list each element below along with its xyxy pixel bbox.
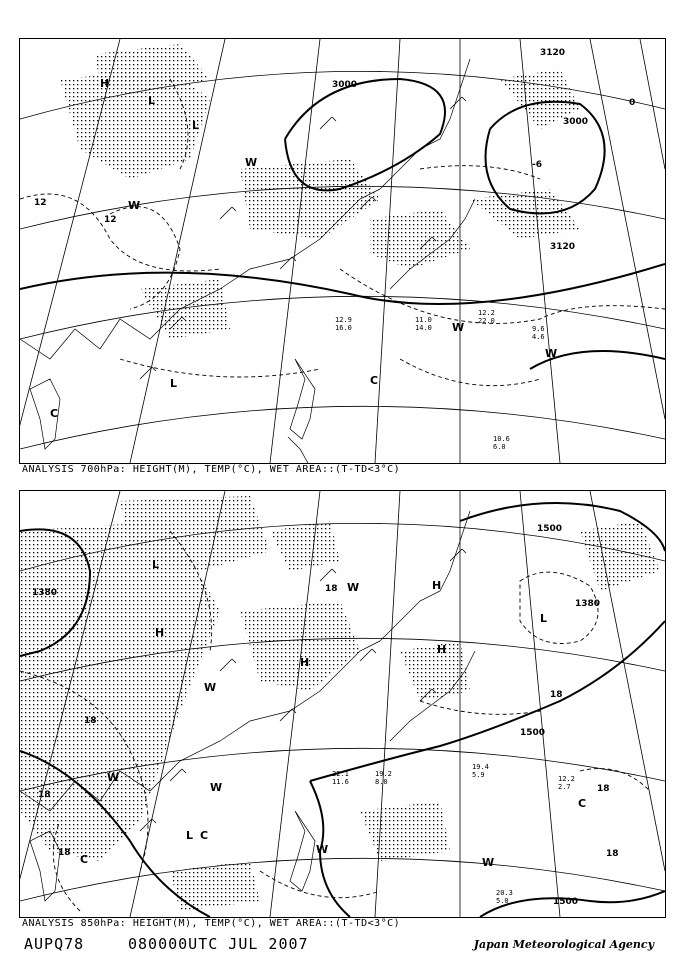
high-center-label: H	[300, 656, 310, 669]
temp-label: 12	[104, 215, 117, 225]
height-label: 3000	[332, 80, 358, 90]
high-center-label: H	[100, 77, 110, 90]
temp-label: 18	[325, 584, 338, 594]
station-plots	[335, 309, 545, 451]
height-label: 3120	[550, 242, 576, 252]
high-center-label: H	[432, 579, 442, 592]
temp-label: 18	[38, 790, 51, 800]
cold-center-label: C	[50, 407, 59, 420]
station-temp: 10.6	[493, 435, 510, 443]
warm-center-label: W	[107, 771, 120, 784]
station-dewpoint-depression: 6.0	[493, 443, 506, 451]
station-temp: 12.2	[558, 775, 575, 783]
temp-label: 18	[84, 716, 97, 726]
temp-label: -6	[532, 160, 542, 170]
station-plots	[332, 763, 575, 905]
cold-center-label: C	[578, 797, 587, 810]
station-dewpoint-depression: 11.6	[332, 778, 349, 786]
low-center-label: L	[192, 119, 200, 132]
station-temp: 19.4	[472, 763, 489, 771]
high-center-label: H	[155, 626, 165, 639]
warm-center-label: W	[452, 321, 465, 334]
cold-center-label: C	[200, 829, 209, 842]
valid-time: 080000UTC JUL 2007	[128, 935, 309, 953]
station-temp: 9.6	[532, 325, 545, 333]
warm-center-label: W	[347, 581, 360, 594]
agency-name: Japan Meteorological Agency	[473, 938, 654, 951]
height-label: 1380	[32, 588, 58, 598]
height-label: 1500	[537, 524, 563, 534]
low-center-label: L	[540, 612, 548, 625]
station-temp: 11.0	[415, 316, 432, 324]
station-dewpoint-depression: 8.0	[375, 778, 388, 786]
station-dewpoint-depression: 5.0	[496, 897, 509, 905]
temp-label: 18	[550, 690, 563, 700]
station-dewpoint-depression: 22.0	[478, 317, 495, 325]
warm-center-label: W	[316, 843, 329, 856]
height-label: 3120	[540, 48, 566, 58]
map-panel-700hpa	[19, 38, 666, 464]
map-700hpa-canvas	[20, 39, 665, 463]
station-dewpoint-depression: 2.7	[558, 783, 571, 791]
warm-center-label: W	[245, 156, 258, 169]
station-temp: 22.1	[332, 770, 349, 778]
temp-label: 12	[34, 198, 47, 208]
height-label: 3000	[563, 117, 589, 127]
map-panel-850hpa	[19, 490, 666, 918]
temp-label: 0	[629, 98, 636, 108]
temp-label: 18	[606, 849, 619, 859]
temp-label: 18	[58, 848, 71, 858]
panel-caption-700hpa: ANALYSIS 700hPa: HEIGHT(M), TEMP(°C), WET AREA::(T-TD<3°C)	[22, 464, 401, 475]
station-temp: 12.9	[335, 316, 352, 324]
station-dewpoint-depression: 4.6	[532, 333, 545, 341]
height-label: 1500	[553, 897, 579, 907]
panel-caption-850hpa: ANALYSIS 850hPa: HEIGHT(M), TEMP(°C), WET AREA::(T-TD<3°C)	[22, 918, 401, 929]
map-850hpa-canvas	[20, 491, 665, 917]
height-label: 1500	[520, 728, 546, 738]
wet-area	[20, 496, 660, 911]
station-dewpoint-depression: 5.9	[472, 771, 485, 779]
warm-center-label: W	[210, 781, 223, 794]
wet-area	[60, 44, 580, 339]
cold-center-label: C	[80, 853, 89, 866]
height-label: 1380	[575, 599, 601, 609]
warm-center-label: W	[204, 681, 217, 694]
cold-center-label: C	[370, 374, 379, 387]
high-center-label: H	[437, 643, 447, 656]
low-center-label: L	[186, 829, 194, 842]
station-temp: 12.2	[478, 309, 495, 317]
chart-code: AUPQ78	[24, 935, 85, 953]
warm-center-label: W	[482, 856, 495, 869]
low-center-label: L	[170, 377, 178, 390]
warm-center-label: W	[545, 347, 558, 360]
low-center-label: L	[148, 94, 156, 107]
temp-label: 18	[597, 784, 610, 794]
station-temp: 19.2	[375, 770, 392, 778]
station-temp: 20.3	[496, 889, 513, 897]
low-center-label: L	[152, 558, 160, 571]
station-dewpoint-depression: 14.0	[415, 324, 432, 332]
warm-center-label: W	[128, 199, 141, 212]
station-dewpoint-depression: 16.0	[335, 324, 352, 332]
